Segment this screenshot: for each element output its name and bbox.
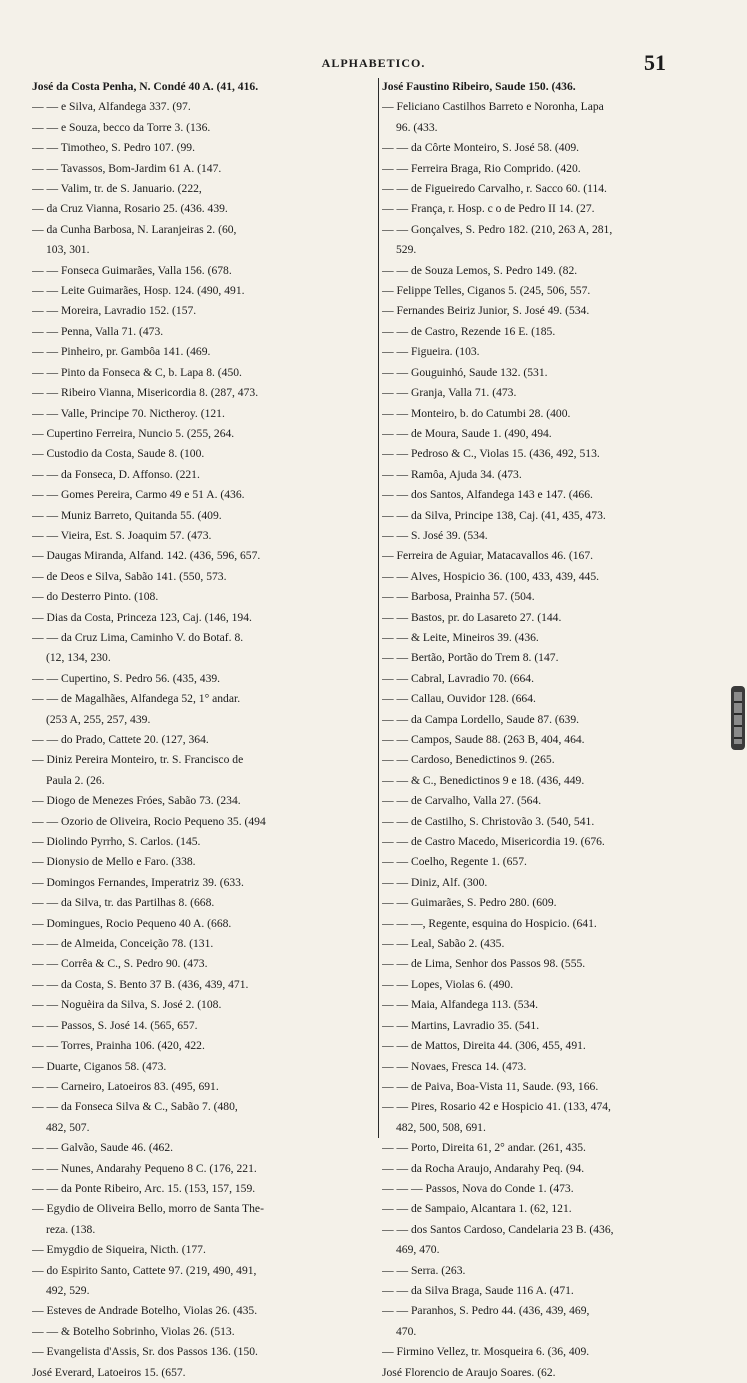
directory-entry-line: — Feliciano Castilhos Barreto e Noronha, Lapa: [382, 100, 604, 114]
directory-entry-line: — — da Silva, Principe 138, Caj. (41, 435, 473.: [382, 508, 606, 522]
directory-entry-line: — — Valle, Principe 70. Nictheroy. (121.: [32, 406, 225, 420]
directory-entry-line: — — dos Santos, Alfandega 143 e 147. (466.: [382, 488, 593, 502]
directory-entry-line: — — Pinto da Fonseca & C, b. Lapa 8. (450.: [32, 365, 242, 379]
directory-entry-line: — Domingos Fernandes, Imperatriz 39. (633.: [32, 875, 244, 889]
directory-entry-line: — — Maia, Alfandega 113. (534.: [382, 998, 539, 1012]
page-header: [0, 40, 747, 75]
directory-entry-line: — — Gouguinhó, Saude 132. (531.: [382, 365, 548, 379]
directory-entry-line: — — Cupertino, S. Pedro 56. (435, 439.: [32, 671, 221, 685]
directory-entry-line: — da Cruz Vianna, Rosario 25. (436. 439.: [32, 202, 228, 216]
directory-entry-line: — Egydio de Oliveira Bello, morro de Santa The-: [32, 1202, 264, 1216]
directory-entry-line: — — Valim, tr. de S. Januario. (222,: [32, 182, 202, 196]
directory-entry-line: — — de Figueiredo Carvalho, r. Sacco 60. (114.: [382, 182, 607, 196]
directory-entry-line: 96. (433.: [396, 120, 438, 134]
directory-entry-line: — Dionysio de Mello e Faro. (338.: [32, 855, 196, 869]
directory-entry-line: — — Coelho, Regente 1. (657.: [382, 855, 527, 869]
directory-entry-line: — — do Prado, Cattete 20. (127, 364.: [32, 733, 209, 746]
directory-entry-line: — — Fonseca Guimarães, Valla 156. (678.: [32, 263, 232, 277]
directory-entry-line: — — Martins, Lavradio 35. (541.: [382, 1018, 540, 1032]
directory-entry-line: — — da Costa, S. Bento 37 B. (436, 439, 471.: [32, 977, 249, 991]
directory-entry-line: — Cupertino Ferreira, Nuncio 5. (255, 264.: [32, 426, 235, 440]
directory-entry-line: — da Cunha Barbosa, N. Laranjeiras 2. (60,: [32, 222, 237, 236]
directory-entry-line: — do Espirito Santo, Cattete 97. (219, 490, 491,: [32, 1263, 257, 1277]
directory-entry-line: — — Pedroso & C., Violas 15. (436, 492, 513.: [382, 447, 600, 461]
directory-entry-line: — — Torres, Prainha 106. (420, 422.: [32, 1039, 205, 1053]
directory-entry-line: — — Corrêa & C., S. Pedro 90. (473.: [32, 957, 208, 971]
directory-entry-line: — — da Campa Lordello, Saude 87. (639.: [382, 712, 580, 726]
directory-entry-line: — — Novaes, Fresca 14. (473.: [382, 1059, 527, 1073]
directory-entry-line: (12, 134, 230.: [46, 651, 111, 665]
directory-entry-line: — — Ferreira Braga, Rio Comprido. (420.: [382, 161, 581, 175]
left-column: [32, 77, 376, 1383]
directory-entry-line: José Florencio de Araujo Soares. (62.: [382, 1365, 556, 1379]
directory-entry-line: — — & C., Benedictinos 9 e 18. (436, 449.: [382, 773, 585, 787]
directory-entry-line: — — & Botelho Sobrinho, Violas 26. (513.: [32, 1324, 235, 1338]
directory-entry-line: — — & Leite, Mineiros 39. (436.: [382, 630, 539, 644]
directory-entry-line: (253 A, 255, 257, 439.: [46, 712, 151, 726]
directory-entry-line: José Everard, Latoeiros 15. (657.: [32, 1365, 186, 1379]
directory-entry-line: — — Figueira. (103.: [382, 345, 480, 359]
directory-entry-line: — — Ribeiro Vianna, Misericordia 8. (287, 473.: [32, 386, 259, 400]
directory-entry-line: — — de Almeida, Conceição 78. (131.: [32, 937, 214, 951]
directory-entry-line: — Fernandes Beiriz Junior, S. José 49. (534.: [382, 304, 590, 318]
directory-entry-line: — — Leal, Sabão 2. (435.: [382, 937, 505, 951]
directory-entry-line: — — Galvão, Saude 46. (462.: [32, 1141, 174, 1155]
directory-entry-line: — — Noguèira da Silva, S. José 2. (108.: [32, 998, 222, 1012]
directory-entry-line: 103, 301.: [46, 243, 90, 257]
directory-entry-line: — — Bastos, pr. do Lasareto 27. (144.: [382, 610, 562, 624]
directory-entry-line: — do Desterro Pinto. (108.: [32, 590, 159, 604]
directory-entry-line: 470.: [396, 1324, 417, 1338]
directory-entry-line: — — Leite Guimarães, Hosp. 124. (490, 491.: [32, 284, 245, 298]
directory-entry-line: 529.: [396, 243, 417, 257]
directory-entry-line: — — Cardoso, Benedictinos 9. (265.: [382, 753, 555, 767]
directory-entry-line: — — de Moura, Saude 1. (490, 494.: [382, 426, 552, 440]
directory-entry-line: — — Passos, S. José 14. (565, 657.: [32, 1018, 198, 1032]
directory-entry-line: — — —, Regente, esquina do Hospicio. (641.: [382, 916, 597, 930]
directory-entry-line: — Firmino Vellez, tr. Mosqueira 6. (36, 409.: [382, 1345, 590, 1359]
directory-entry-line: Paula 2. (26.: [46, 773, 105, 787]
directory-entry-line: — Ferreira de Aguiar, Matacavallos 46. (167.: [382, 549, 594, 563]
directory-entry-line: — — e Silva, Alfandega 337. (97.: [32, 100, 191, 114]
directory-entry-line: — Custodio da Costa, Saude 8. (100.: [32, 447, 205, 461]
directory-entry-line: — — Granja, Valla 71. (473.: [382, 386, 517, 400]
directory-entry-line: — — da Silva Braga, Saude 116 A. (471.: [382, 1283, 574, 1297]
directory-entry-line: — — Porto, Direita 61, 2° andar. (261, 435.: [382, 1141, 586, 1155]
directory-entry-line: — — França, r. Hosp. c o de Pedro II 14. (27.: [382, 202, 595, 216]
directory-entry-line: — — Barbosa, Prainha 57. (504.: [382, 590, 535, 604]
directory-entry-line: — — Guimarães, S. Pedro 280. (609.: [382, 896, 557, 910]
directory-entry-line: — — Pinheiro, pr. Gambôa 141. (469.: [32, 345, 211, 359]
directory-entry-line: — — de Magalhães, Alfandega 52, 1° andar.: [32, 692, 241, 706]
directory-entry-line: — — Moreira, Lavradio 152. (157.: [32, 304, 197, 318]
directory-entry-line: — — Campos, Saude 88. (263 B, 404, 464.: [382, 733, 585, 746]
directory-entry-line: — — da Côrte Monteiro, S. José 58. (409.: [382, 141, 580, 155]
directory-entry-line: — — S. José 39. (534.: [382, 528, 488, 542]
directory-entry-line: — — da Silva, tr. das Partilhas 8. (668.: [32, 896, 215, 910]
directory-entry-line: — — Tavassos, Bom-Jardim 61 A. (147.: [32, 161, 222, 175]
directory-entry-line: — — Timotheo, S. Pedro 107. (99.: [32, 141, 195, 155]
directory-entry-line: — — dos Santos Cardoso, Candelaria 23 B. (436,: [382, 1222, 614, 1236]
directory-entry-line: 492, 529.: [46, 1283, 90, 1297]
directory-entry-line: — Dias da Costa, Princeza 123, Caj. (146, 194.: [32, 610, 252, 624]
directory-entry-line: — — Gonçalves, S. Pedro 182. (210, 263 A, 281,: [382, 222, 613, 236]
directory-entry-line: — — Diniz, Alf. (300.: [382, 875, 488, 889]
directory-entry-line: — — — Passos, Nova do Conde 1. (473.: [382, 1181, 574, 1195]
directory-entry-line: — — Muniz Barreto, Quitanda 55. (409.: [32, 508, 222, 522]
directory-entry-line: — — Penna, Valla 71. (473.: [32, 324, 164, 338]
directory-entry-line: José da Costa Penha, N. Condé 40 A. (41, 416.: [32, 80, 259, 93]
column-divider: [378, 78, 379, 1138]
directory-entry-line: — Felippe Telles, Ciganos 5. (245, 506, 557.: [382, 284, 591, 298]
directory-entry-line: — — de Lima, Senhor dos Passos 98. (555.: [382, 957, 586, 971]
directory-entry-line: — — de Souza Lemos, S. Pedro 149. (82.: [382, 263, 578, 277]
page-number: 51: [644, 50, 666, 75]
running-title: ALPHABETICO.: [321, 56, 426, 70]
directory-entry-line: 482, 507.: [46, 1120, 90, 1134]
directory-entry-line: — — Bertão, Portão do Trem 8. (147.: [382, 651, 559, 665]
directory-entry-line: — — Gomes Pereira, Carmo 49 e 51 A. (436.: [32, 488, 245, 502]
directory-entry-line: — — Monteiro, b. do Catumbi 28. (400.: [382, 406, 571, 420]
directory-entry-line: — — Callau, Ouvidor 128. (664.: [382, 692, 536, 706]
directory-entry-line: — — Paranhos, S. Pedro 44. (436, 439, 469,: [382, 1304, 590, 1318]
directory-entry-line: 469, 470.: [396, 1243, 440, 1257]
directory-entry-line: — Duarte, Ciganos 58. (473.: [32, 1059, 167, 1073]
directory-entry-line: — — Cabral, Lavradio 70. (664.: [382, 671, 534, 685]
directory-entry-line: — — de Castilho, S. Christovão 3. (540, 541.: [382, 814, 595, 828]
directory-entry-line: — de Deos e Silva, Sabão 141. (550, 573.: [32, 569, 227, 583]
directory-entry-line: — — da Ponte Ribeiro, Arc. 15. (153, 157, 159.: [32, 1181, 256, 1195]
directory-entry-line: — — Nunes, Andarahy Pequeno 8 C. (176, 221.: [32, 1161, 257, 1175]
directory-entry-line: — — Ramôa, Ajuda 34. (473.: [382, 467, 522, 481]
directory-entry-line: — — Serra. (263.: [382, 1263, 466, 1277]
directory-entry-line: — Diolindo Pyrrho, S. Carlos. (145.: [32, 835, 201, 849]
directory-entry-line: — — de Sampaio, Alcantara 1. (62, 121.: [382, 1202, 572, 1216]
directory-entry-line: — — da Fonseca Silva & C., Sabão 7. (480,: [32, 1100, 238, 1114]
directory-entry-line: — — de Mattos, Direita 44. (306, 455, 491.: [382, 1039, 586, 1053]
directory-entry-line: — Daugas Miranda, Alfand. 142. (436, 596, 657.: [32, 549, 261, 563]
directory-entry-line: reza. (138.: [46, 1222, 96, 1236]
edge-stamp-mark: [729, 682, 747, 754]
directory-entry-line: — — Ozorio de Oliveira, Rocio Pequeno 35. (494: [32, 814, 266, 828]
directory-entry-line: José Faustino Ribeiro, Saude 150. (436.: [382, 80, 576, 93]
directory-entry-line: — — da Rocha Araujo, Andarahy Peq. (94.: [382, 1161, 585, 1175]
directory-entry-line: — Emygdio de Siqueira, Nicth. (177.: [32, 1243, 206, 1257]
directory-entry-line: — — Vieira, Est. S. Joaquim 57. (473.: [32, 528, 212, 542]
directory-entry-line: — — Carneiro, Latoeiros 83. (495, 691.: [32, 1079, 219, 1093]
directory-entry-line: — — de Castro Macedo, Misericordia 19. (676.: [382, 835, 605, 849]
directory-entry-line: — — Lopes, Violas 6. (490.: [382, 977, 514, 991]
directory-entry-line: — — e Souza, becco da Torre 3. (136.: [32, 120, 211, 134]
directory-entry-line: — Evangelista d'Assis, Sr. dos Passos 136. (150.: [32, 1345, 258, 1359]
directory-entry-line: 482, 500, 508, 691.: [396, 1120, 486, 1134]
directory-entry-line: — — de Paiva, Boa-Vista 11, Saude. (93, 166.: [382, 1079, 599, 1093]
directory-entry-line: — Diogo de Menezes Fróes, Sabão 73. (234.: [32, 794, 241, 808]
directory-entry-line: — — de Castro, Rezende 16 E. (185.: [382, 324, 556, 338]
directory-entry-line: — — de Carvalho, Valla 27. (564.: [382, 794, 542, 808]
directory-entry-line: — — Pires, Rosario 42 e Hospicio 41. (133, 474,: [382, 1100, 611, 1114]
right-column: [382, 77, 718, 1383]
directory-entry-line: — Diniz Pereira Monteiro, tr. S. Francisco de: [32, 753, 244, 767]
directory-entry-line: — Domingues, Rocio Pequeno 40 A. (668.: [32, 916, 232, 930]
directory-entry-line: — Esteves de Andrade Botelho, Violas 26. (435.: [32, 1304, 258, 1318]
directory-entry-line: — — da Cruz Lima, Caminho V. do Botaf. 8.: [32, 630, 244, 644]
directory-entry-line: — — da Fonseca, D. Affonso. (221.: [32, 467, 200, 481]
directory-entry-line: — — Alves, Hospicio 36. (100, 433, 439, 445.: [382, 569, 600, 583]
